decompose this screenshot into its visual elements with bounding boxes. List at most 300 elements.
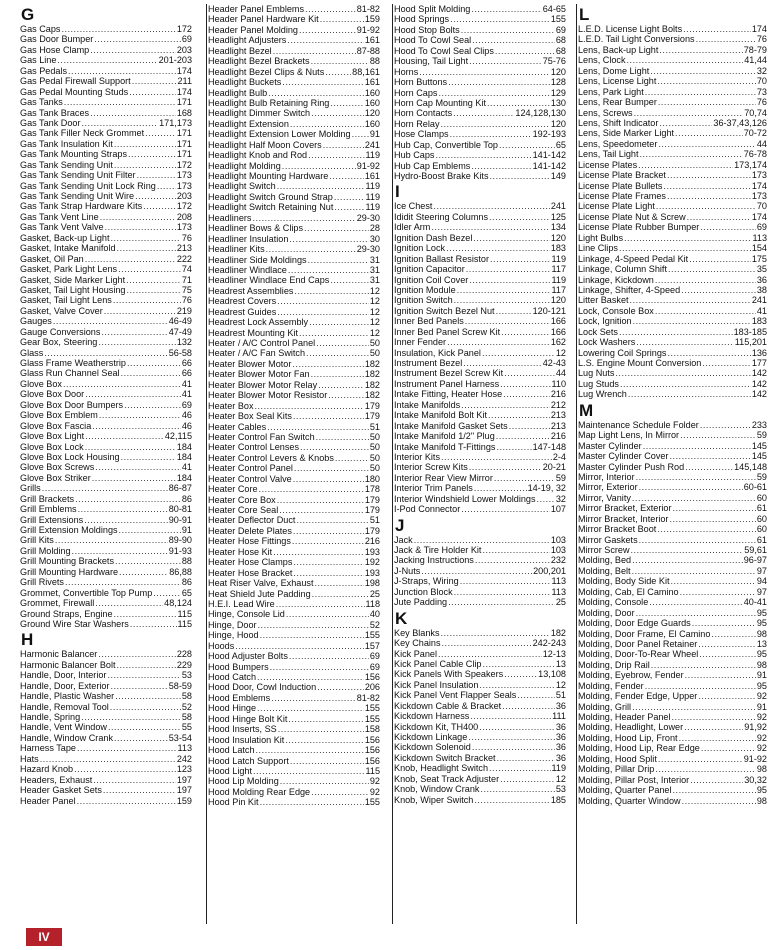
index-entry <box>394 98 566 108</box>
dot-leader <box>285 735 363 745</box>
entry-name: Headliners <box>208 212 252 223</box>
entry-page-number: 59 <box>756 471 767 482</box>
dot-leader <box>490 171 550 181</box>
entry-page-number: 173,174 <box>734 159 767 170</box>
entry-name: Grommet, Firewall <box>20 598 95 609</box>
index-entry <box>578 118 767 128</box>
entry-page-number: 13,108 <box>538 669 566 680</box>
entry-name: Interior Kits <box>394 451 440 462</box>
entry-name: Heater Blower Motor <box>208 358 292 369</box>
index-entry <box>208 265 380 275</box>
index-entry <box>208 192 380 202</box>
dot-leader <box>329 171 364 181</box>
dot-leader <box>700 420 751 430</box>
dot-leader <box>680 587 756 597</box>
entry-name: Harness Tape <box>20 743 76 754</box>
entry-page-number: 154 <box>751 243 767 254</box>
index-entry <box>394 555 566 565</box>
entry-page-number: 124,128,130 <box>515 108 566 119</box>
entry-page-number: 50 <box>369 431 380 442</box>
index-entry <box>20 515 192 525</box>
entry-name: Hood Adjuster Bolts <box>208 651 288 662</box>
index-entry <box>20 222 192 232</box>
index-entry <box>20 567 192 577</box>
entry-page-number: 119 <box>551 763 566 774</box>
entry-name: Headlight Bulb Retaining Ring <box>208 97 330 108</box>
entry-name: Molding, Header Panel <box>578 712 671 722</box>
dot-leader <box>632 555 743 565</box>
entry-page-number: 213 <box>550 410 566 421</box>
index-entry <box>208 140 380 150</box>
entry-page-number: 50 <box>369 348 380 359</box>
entry-name: Interior Windshield Lower Moldings <box>394 493 536 504</box>
index-entry <box>394 140 566 150</box>
index-entry <box>394 711 566 721</box>
entry-name: Ignition Capacitor <box>394 264 465 275</box>
dot-leader <box>619 327 733 337</box>
dot-leader <box>352 129 369 139</box>
index-entry <box>578 233 767 243</box>
entry-page-number: 58-59 <box>168 680 192 691</box>
entry-name: Headlight Switch Retaining Nut <box>208 202 334 213</box>
index-entry <box>394 348 566 358</box>
entry-page-number: 69 <box>555 24 566 35</box>
dot-leader <box>288 265 369 275</box>
dot-leader <box>323 140 364 150</box>
index-entry <box>20 577 192 587</box>
entry-name: Kickdown Linkage <box>394 732 468 742</box>
entry-name: License Plate Light <box>578 201 655 212</box>
entry-page-number: 78-79 <box>743 44 767 55</box>
entry-page-number: 171,173 <box>159 117 192 128</box>
entry-name: Glove Box <box>20 378 62 389</box>
index-entry <box>394 233 566 243</box>
dot-leader <box>81 712 181 722</box>
entry-name: Heater Control Levers & Knobs <box>208 452 334 463</box>
dot-leader <box>655 306 756 316</box>
dot-leader <box>667 191 751 201</box>
entry-name: Hinge, Hood <box>208 630 259 641</box>
index-entry <box>578 389 767 399</box>
entry-page-number: 41,44 <box>744 55 767 66</box>
dot-leader <box>255 401 364 411</box>
index-entry <box>394 421 566 431</box>
index-entry <box>20 660 192 670</box>
index-entry <box>20 702 192 712</box>
entry-name: Intake Manifold Gasket Sets <box>394 420 508 431</box>
entry-page-number: 132 <box>176 337 192 348</box>
entry-name: Headlight Molding <box>208 160 281 171</box>
dot-leader <box>334 192 365 202</box>
index-entry <box>208 453 380 463</box>
entry-page-number: 65 <box>181 587 192 598</box>
index-entry <box>394 150 566 160</box>
index-entry <box>394 201 566 211</box>
index-column-3 <box>392 4 566 924</box>
dot-leader <box>117 243 176 253</box>
entry-name: Jack & Tire Holder Kit <box>394 545 482 555</box>
entry-name: Gas Tank Door <box>20 117 81 128</box>
dot-leader <box>270 662 369 672</box>
entry-name: Kick Panel Insulation <box>394 679 479 690</box>
entry-name: Hood Bumpers <box>208 661 269 672</box>
index-entry <box>208 776 380 786</box>
entry-name: Gas Pedal Firewall Support <box>20 76 131 87</box>
entry-name: Gasket, Back-up Light <box>20 232 110 243</box>
dot-leader <box>636 337 734 347</box>
dot-leader <box>497 753 555 763</box>
dot-leader <box>311 369 364 379</box>
dot-leader <box>42 483 168 493</box>
entry-page-number: 61 <box>756 534 767 545</box>
entry-name: Headliner Insulation <box>208 233 289 244</box>
entry-page-number: 216 <box>550 431 566 442</box>
dot-leader <box>681 285 756 295</box>
entry-name: Gas Pedals <box>20 65 68 76</box>
entry-page-number: 50 <box>369 442 380 453</box>
entry-name: Lens, Dome Light <box>578 65 650 76</box>
entry-page-number: 41 <box>181 462 192 473</box>
entry-page-number: 88 <box>181 556 192 567</box>
entry-page-number: 60 <box>756 492 767 503</box>
dot-leader <box>68 66 176 76</box>
entry-name: Knob, Headlight Switch <box>394 763 489 774</box>
index-entry <box>20 379 192 389</box>
entry-page-number: 56-58 <box>168 347 192 358</box>
dot-leader <box>628 389 751 399</box>
dot-leader <box>701 743 756 753</box>
dot-leader <box>253 766 365 776</box>
entry-name: Gas Door Bumper <box>20 34 94 45</box>
dot-leader <box>487 98 550 108</box>
entry-page-number: 203 <box>176 44 192 55</box>
dot-leader <box>461 504 550 514</box>
dot-leader <box>438 649 542 659</box>
entry-name: Molding, Pillar Drip <box>578 764 655 775</box>
index-entry <box>208 4 380 14</box>
dot-leader <box>658 139 756 149</box>
dot-leader <box>312 589 369 599</box>
entry-page-number: 183-185 <box>733 326 767 337</box>
dot-leader <box>121 452 176 462</box>
dot-leader <box>442 638 532 648</box>
index-entry <box>208 463 380 473</box>
index-entry <box>394 649 566 659</box>
index-entry <box>394 243 566 253</box>
entry-name: Headlight Bezel <box>208 45 272 56</box>
index-entry <box>208 766 380 776</box>
index-entry <box>578 149 767 159</box>
index-entry <box>20 754 192 764</box>
entry-name: Heater Control Lenses <box>208 442 299 453</box>
entry-page-number: 174 <box>751 180 767 191</box>
dot-leader <box>474 795 549 805</box>
index-entry <box>578 555 767 565</box>
entry-name: Grill Extension Moldings <box>20 525 118 535</box>
index-entry <box>394 701 566 711</box>
dot-leader <box>517 690 555 700</box>
entry-name: Header Panel Emblems <box>208 4 305 14</box>
dot-leader <box>103 785 176 795</box>
index-entry <box>578 139 767 149</box>
index-entry <box>394 587 566 597</box>
entry-name: Lowering Coil Springs <box>578 347 667 358</box>
dot-leader <box>157 181 176 191</box>
entry-name: Heater Control Valve <box>208 473 292 484</box>
entry-page-number: 89-90 <box>168 535 192 546</box>
index-entry <box>208 547 380 557</box>
dot-leader <box>655 275 756 285</box>
entry-name: Ididit Steering Columns <box>394 211 489 222</box>
dot-leader <box>55 535 168 545</box>
dot-leader <box>84 515 168 525</box>
dot-leader <box>687 212 751 222</box>
index-entry <box>20 649 192 659</box>
entry-page-number: 59 <box>555 472 566 483</box>
entry-name: Hood To Cowl Seal <box>394 35 472 46</box>
entry-name: Heater Hose Bracket <box>208 567 293 578</box>
entry-name: Headlight Dimmer Switch <box>208 108 311 119</box>
dot-leader <box>278 724 364 734</box>
index-entry <box>208 578 380 588</box>
dot-leader <box>503 389 550 399</box>
entry-name: Hood Insulation Kit <box>208 734 285 745</box>
dot-leader <box>115 691 181 701</box>
dot-leader <box>435 150 531 160</box>
dot-leader <box>471 4 541 14</box>
entry-page-number: 70-72 <box>743 128 767 139</box>
index-entry <box>20 327 192 337</box>
entry-page-number: 162 <box>550 337 566 348</box>
entry-page-number: 12 <box>369 296 380 307</box>
entry-name: License Plates <box>578 159 638 170</box>
dot-leader <box>500 774 555 784</box>
entry-name: Handle, Vent Window <box>20 722 107 733</box>
index-entry <box>20 337 192 347</box>
index-entry <box>578 503 767 513</box>
entry-page-number: 155 <box>364 630 380 641</box>
dot-leader <box>113 295 181 305</box>
entry-name: Gas Tank Sending Unit Wire <box>20 191 135 201</box>
dot-leader <box>469 56 542 66</box>
entry-name: Lens, Screws <box>578 107 633 118</box>
index-entry <box>208 756 380 766</box>
index-entry <box>20 722 192 732</box>
index-entry <box>578 712 767 722</box>
dot-leader <box>118 264 181 274</box>
entry-page-number: 68 <box>555 35 566 46</box>
dot-leader <box>475 555 550 565</box>
entry-name: License Plate Nut & Screw <box>578 211 686 222</box>
entry-page-number: 229 <box>176 659 192 670</box>
entry-name: Glove Box Fascia <box>20 420 92 431</box>
dot-leader <box>309 317 369 327</box>
dot-leader <box>658 97 756 107</box>
dot-leader <box>266 244 356 254</box>
entry-name: Gas Tank Filler Neck Grommet <box>20 128 145 139</box>
entry-page-number: 193 <box>364 567 380 578</box>
entry-page-number: 44 <box>555 368 566 379</box>
dot-leader <box>119 567 168 577</box>
dot-leader <box>252 213 355 223</box>
dot-leader <box>299 25 356 35</box>
dot-leader <box>656 201 756 211</box>
index-entry <box>394 400 566 410</box>
dot-leader <box>277 181 365 191</box>
entry-name: Molding, Quarter Panel <box>578 785 672 796</box>
index-entry <box>208 703 380 713</box>
dot-leader <box>645 681 756 691</box>
entry-name: Heater Core Box <box>208 494 276 505</box>
entry-name: Molding, Hood Split <box>578 753 657 764</box>
entry-page-number: 70,74 <box>744 107 767 118</box>
entry-page-number: 55 <box>181 722 192 733</box>
entry-page-number: 155 <box>364 713 380 724</box>
entry-name: Heater Blower Motor Fan <box>208 369 310 380</box>
index-entry <box>394 690 566 700</box>
entry-name: Knob, Window Crank <box>394 784 480 795</box>
entry-name: Headliner Windlace End Caps <box>208 275 330 286</box>
entry-name: Master Cylinder Push Rod <box>578 461 685 472</box>
index-entry <box>394 337 566 347</box>
dot-leader <box>689 254 751 264</box>
entry-name: Headlight Bezel Clips & Nuts <box>208 66 325 77</box>
dot-leader <box>273 547 364 557</box>
entry-name: Horn Contacts <box>394 108 453 119</box>
index-entry <box>394 77 566 87</box>
dot-leader <box>698 639 756 649</box>
entry-name: Hood Pin Kit <box>208 797 259 808</box>
index-entry <box>20 87 192 97</box>
entry-page-number: 69 <box>369 661 380 672</box>
entry-page-number: 161 <box>364 171 380 181</box>
dot-leader <box>65 577 181 587</box>
entry-name: Linkage, 4-Speed Pedal Kit <box>578 253 689 264</box>
entry-name: License Plate Bullets <box>578 180 663 191</box>
dot-leader <box>433 201 549 211</box>
index-entry <box>394 442 566 452</box>
entry-page-number: 59,61 <box>744 545 767 555</box>
entry-page-number: 58 <box>181 712 192 722</box>
entry-name: Hood Hinge <box>208 703 257 714</box>
entry-name: Heater Deflector Duct <box>208 515 296 526</box>
entry-page-number: 120-121 <box>532 305 566 316</box>
entry-page-number: 98 <box>756 764 767 775</box>
index-entry <box>394 535 566 545</box>
entry-name: Heater Core <box>208 484 258 495</box>
entry-page-number: 145 <box>751 440 767 451</box>
entry-page-number: 120 <box>550 295 566 306</box>
entry-page-number: 171 <box>176 149 192 160</box>
index-entry <box>20 160 192 170</box>
entry-page-number: 46-49 <box>168 316 192 327</box>
entry-name: Ground Straps, Engine <box>20 608 113 619</box>
entry-name: Heater Core Seal <box>208 505 279 515</box>
dot-leader <box>472 35 555 45</box>
dot-leader <box>57 55 157 65</box>
entry-name: Molding, Console <box>578 597 649 608</box>
entry-page-number: 75 <box>181 284 192 295</box>
index-entry <box>578 97 767 107</box>
entry-name: I-Pod Connector <box>394 504 461 515</box>
index-entry <box>394 67 566 77</box>
dot-leader <box>700 222 756 232</box>
entry-name: Heater / A/C Control Panel <box>208 338 316 348</box>
index-entry <box>578 472 767 482</box>
entry-name: Glass <box>20 347 44 358</box>
entry-name: H.E.I. Lead Wire <box>208 598 275 609</box>
index-entry <box>208 67 380 77</box>
dot-leader <box>699 649 756 659</box>
entry-page-number: 173 <box>176 170 192 181</box>
dot-leader <box>121 368 181 378</box>
entry-name: Handle, Door, Exterior <box>20 680 110 691</box>
dot-leader <box>489 763 550 773</box>
dot-leader <box>627 55 744 65</box>
index-entry <box>20 743 192 753</box>
index-entry <box>208 714 380 724</box>
dot-leader <box>130 619 177 629</box>
dot-leader <box>267 422 369 432</box>
entry-page-number: 91 <box>756 670 767 681</box>
entry-page-number: 51 <box>369 421 380 432</box>
index-entry <box>578 295 767 305</box>
dot-leader <box>74 764 176 774</box>
dot-leader <box>311 787 369 797</box>
dot-leader <box>292 359 363 369</box>
dot-leader <box>77 796 176 806</box>
index-entry <box>578 764 767 774</box>
index-entry <box>578 201 767 211</box>
entry-page-number: 36 <box>555 742 566 753</box>
dot-leader <box>280 776 369 786</box>
entry-page-number: 91 <box>369 129 380 140</box>
entry-name: Heater Hose Kit <box>208 546 273 557</box>
dot-leader <box>496 431 550 441</box>
entry-name: Molding, Pillar Post, Interior <box>578 774 690 785</box>
dot-leader <box>685 462 733 472</box>
index-entry <box>20 191 192 201</box>
entry-name: Headlight Half Moon Covers <box>208 139 322 150</box>
entry-name: Knob, Seat Track Adjuster <box>394 773 500 784</box>
entry-name: Grill Brackets <box>20 493 75 504</box>
entry-page-number: 95 <box>756 607 767 618</box>
entry-page-number: 41 <box>181 378 192 389</box>
dot-leader <box>94 34 181 44</box>
index-entry <box>394 14 566 24</box>
index-entry <box>208 390 380 400</box>
entry-name: Glove Box Lock <box>20 441 84 452</box>
index-entry <box>20 275 192 285</box>
dot-leader <box>256 745 364 755</box>
index-entry <box>394 410 566 420</box>
index-entry <box>20 483 192 493</box>
dot-leader <box>98 337 175 347</box>
dot-leader <box>330 98 363 108</box>
index-entry <box>208 620 380 630</box>
entry-page-number: 12 <box>555 679 566 690</box>
entry-name: Hood Molding Rear Edge <box>208 786 311 797</box>
entry-name: Instrument Bezel <box>394 358 463 368</box>
entry-name: L.E.D. License Light Bolts <box>578 24 683 34</box>
entry-page-number: 123 <box>176 764 192 775</box>
dot-leader <box>657 524 756 534</box>
index-entry <box>578 34 767 44</box>
dot-leader <box>137 170 176 180</box>
entry-page-number: 38 <box>756 284 767 295</box>
entry-name: Molding, Hood Lip, Front <box>578 732 678 743</box>
entry-page-number: 64-65 <box>542 4 566 14</box>
